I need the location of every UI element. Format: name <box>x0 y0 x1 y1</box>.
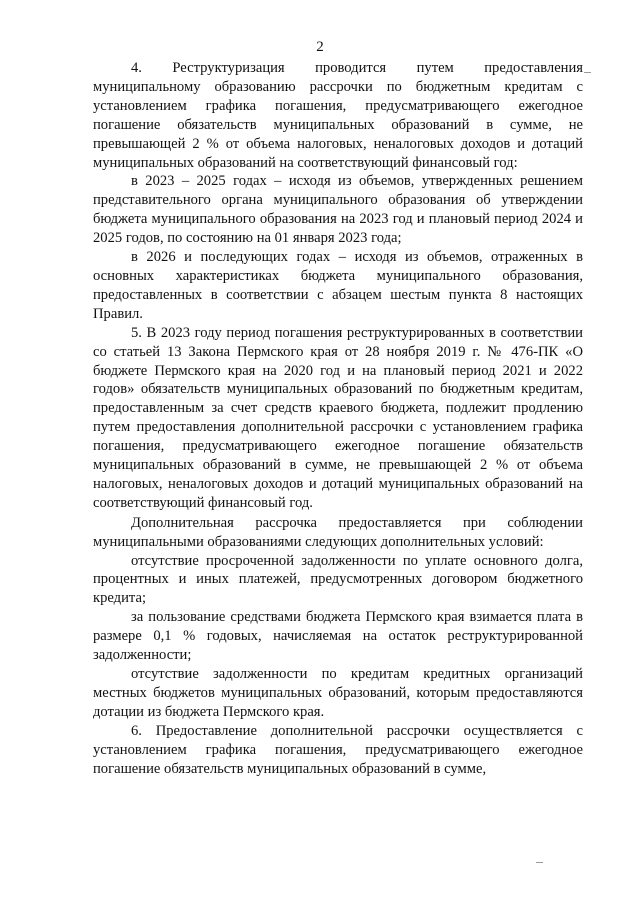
condition-no-overdue-debt: отсутствие просроченной задолженности по уплате основного долга, процентных и иных платежей, предусмотренных договором бюджетного кредита; <box>93 552 583 607</box>
document-body <box>93 59 583 778</box>
page-number: 2 <box>316 39 324 55</box>
paragraph-2023-2025-volumes: в 2023 – 2025 годах – исходя из объемов, утвержденных решением представительного органа муниципального образования об утверждении бюджета муниципального образования на 2023 год и плановый период 2024 и 2025 годов, по состоянию на 01 января 2023 года; <box>93 173 583 247</box>
condition-no-credit-debt: отсутствие задолженности по кредитам кредитных организаций местных бюджетов муниципальных образований, которым предоставляются дотации из бюджета Пермского края. <box>93 666 583 720</box>
paragraph-4-restructuring: 4. Реструктуризация проводится путем предоставления муниципальному образованию рассрочки по бюджетным кредитам с установлением графика погашения, предусматривающего ежегодное погашение обязательств муниципальных образований в сумме, не превышающей 2 % от объема налоговых, неналоговых доходов и дотаций муниципальных образований на соответствующий финансовый год: <box>93 60 583 171</box>
paragraph-5-extension: 5. В 2023 году период погашения реструктурированных в соответствии со статьей 13 Закона Пермского края от 28 ноября 2019 г. № 476-ПК «О бюджете Пермского края на 2020 год и на плановый период 2021 и 2022 годов» обязательств муниципальных образований по бюджетным кредитам, предоставленным за счет средств краевого бюджета, подлежит продлению путем предоставления дополнительной рассрочки с установлением графика погашения, предусматривающего ежегодное погашение обязательств муниципальных образований в сумме, не превышающей 2 % от объема налоговых, неналоговых доходов и дотаций муниципальных образований на соответствующий финансовый год. <box>93 324 583 511</box>
paragraph-2026-volumes: в 2026 и последующих годах – исходя из объемов, отраженных в основных характеристиках бюджета муниципального образования, предоставленных в соответствии с абзацем шестым пункта 8 настоящих Правил. <box>93 249 583 322</box>
scan-mark <box>584 72 591 73</box>
paragraph-additional-installment: Дополнительная рассрочка предоставляется при соблюдении муниципальными образованиями следующих дополнительных условий: <box>93 514 583 550</box>
condition-fee: за пользование средствами бюджета Пермского края взимается плата в размере 0,1 % годовых, начисляемая на остаток реструктурированной задолженности; <box>93 609 583 664</box>
scan-mark <box>536 862 543 863</box>
paragraph-6-installment: 6. Предоставление дополнительной рассрочки осуществляется с установлением графика погашения, предусматривающего ежегодное погашение обязательств муниципальных образований в сумме, <box>93 722 583 777</box>
